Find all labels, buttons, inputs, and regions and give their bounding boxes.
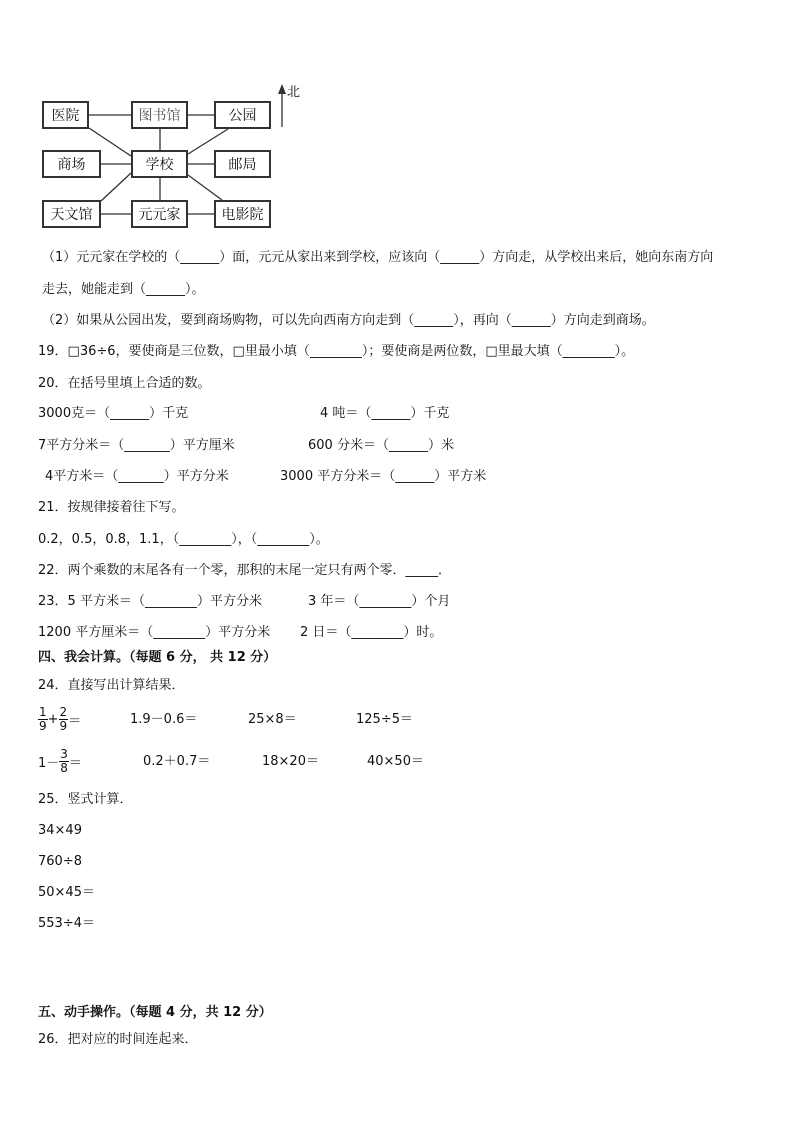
q25-expr-1: 34×49	[38, 823, 82, 838]
q25-title: 25．竖式计算．	[38, 792, 133, 807]
q20-r3b: 3000 平方分米＝（______）平方米	[280, 469, 487, 484]
q21-title: 21．按规律接着往下写。	[38, 500, 185, 515]
q18-part1-line1: （1）元元家在学校的（______）面，元元从家出来到学校，应该向（______）方向走，从学校出来后，她向东南方向	[42, 250, 714, 265]
q24-item-4: 125÷5＝	[356, 712, 413, 727]
q20-title: 20．在括号里填上合适的数。	[38, 376, 211, 391]
box-hospital: 医院	[42, 101, 89, 129]
q24-title: 24．直接写出计算结果．	[38, 678, 185, 693]
q24-item-1: 1 9 + $\frac{2}{9}$ ＝	[39, 705, 82, 733]
q24-item-7: 18×20＝	[262, 754, 319, 769]
diagram-connectors	[0, 0, 794, 240]
box-library: 图书馆	[131, 101, 188, 129]
fraction-1-9: 1 9	[39, 705, 47, 733]
q24-item-5: 1－ 3 8 ＝	[38, 747, 82, 775]
q24-item-3: 25×8＝	[248, 712, 297, 727]
q25-expr-3: 50×45＝	[38, 885, 95, 900]
q24-item-8: 40×50＝	[367, 754, 424, 769]
q20-r3a: 4平方米＝（_______）平方分米	[45, 469, 229, 484]
box-park: 公园	[214, 101, 271, 129]
fraction-2-9: $\frac{2}{9}$	[59, 705, 68, 733]
q21-sequence: 0.2，0.5，0.8，1.1，（________），（________）。	[38, 532, 329, 547]
q23-r1b: 3 年＝（________）个月	[308, 594, 451, 609]
box-mall: 商场	[42, 150, 101, 178]
north-label: 北	[287, 85, 301, 100]
section-5-heading: 五、动手操作。（每题 4 分，共 12 分）	[38, 1005, 272, 1020]
box-school: 学校	[131, 150, 188, 178]
q26: 26．把对应的时间连起来．	[38, 1032, 198, 1047]
q19: 19．□36÷6，要使商是三位数，□里最小填（________）；要使商是两位数，□里最大填（________）。	[38, 344, 635, 359]
q20-r1a: 3000克＝（______）千克	[38, 406, 189, 421]
q24-item-2: 1.9－0.6＝	[130, 712, 198, 727]
q20-r1b: 4 吨＝（______）千克	[320, 406, 450, 421]
fraction-3-8: 3 8	[60, 747, 68, 775]
q23-r1a: 23．5 平方米＝（________）平方分米	[38, 594, 262, 609]
q20-r2b: 600 分米＝（______）米	[308, 438, 454, 453]
q18-part2: （2）如果从公园出发，要到商场购物，可以先向西南方向走到（______），再向（______）方向走到商场。	[42, 313, 655, 328]
q25-expr-4: 553÷4＝	[38, 916, 95, 931]
q23-r2b: 2 日＝（________）时。	[300, 625, 443, 640]
q23-r2a: 1200 平方厘米＝（________）平方分米	[38, 625, 271, 640]
q20-r2a: 7平方分米＝（_______）平方厘米	[38, 438, 235, 453]
section-4-heading: 四、我会计算。（每题 6 分， 共 12 分）	[38, 650, 277, 665]
box-post: 邮局	[214, 150, 271, 178]
q25-expr-2: 760÷8	[38, 854, 82, 869]
box-home: 元元家	[131, 200, 188, 228]
q24-item-6: 0.2＋0.7＝	[143, 754, 211, 769]
q18-part1-line2: 走去，她能走到（______）。	[42, 282, 205, 297]
box-planetarium: 天文馆	[42, 200, 101, 228]
q22: 22．两个乘数的末尾各有一个零，那积的末尾一定只有两个零．_____．	[38, 563, 452, 578]
box-cinema: 电影院	[214, 200, 271, 228]
